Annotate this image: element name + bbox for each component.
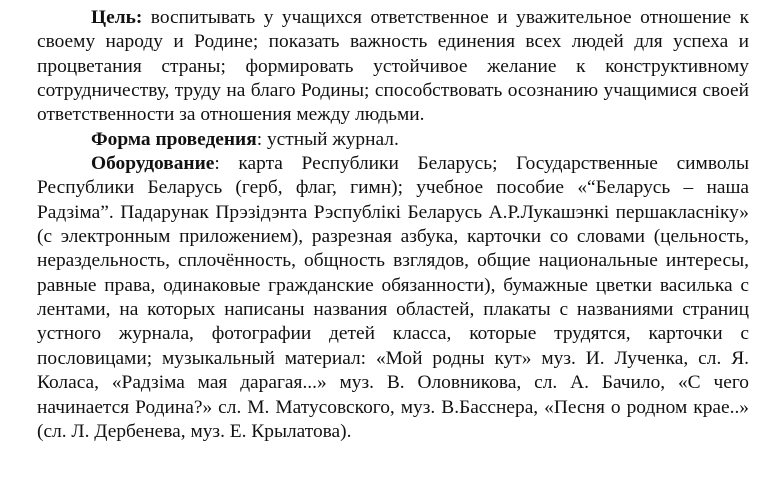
form-text: : устный журнал.: [256, 128, 399, 150]
equipment-paragraph: [37, 152, 749, 444]
document-body: [37, 6, 749, 444]
form-paragraph: [37, 128, 749, 152]
equipment-text: : карта Республики Беларусь; Государственные символы Республики Беларусь (герб, флаг, гимн); учебное пособие «“Беларусь – наша Радзіма”. Падарунак Прэзідэнта Рэспублікі Беларусь А.Р.Лукашэнкі першакласніку» (с электронным приложением), разрезная азбука, карточки со словами (цельность, нераздельность, сплочённость, общность взглядов, общие национальные интересы, равные права, одинаковые гражданские обязанности), бумажные цветки василька с лентами, на которых написаны названия областей, плакаты с названиями страниц устного журнала, фотографии детей класса, которые трудятся, карточки с пословицами; музыкальный материал: «Мой родны кут» муз. И. Лученка, сл. Я. Коласа, «Радзіма мая дарагая...» муз. В. Оловникова, сл. А. Бачило, «С чего начинается Родина?» сл. М. Матусовского, муз. В.Басснера, «Песня о родном крае..» (сл. Л. Дербенева, муз. Е. Крылатова).: [37, 153, 749, 442]
goal-paragraph: [37, 6, 749, 128]
goal-text: воспитывать у учащихся ответственное и уважительное отношение к своему народу и Родине; показать важность единения всех людей для успеха и процветания страны; формировать устойчивое желание к конструктивному сотрудничеству, труду на благо Родины; способствовать осознанию учащимися своей ответственности за отношения между людьми.: [37, 7, 749, 126]
form-label: Форма проведения: [91, 128, 257, 150]
equipment-label: Оборудование: [91, 153, 215, 175]
goal-label: Цель:: [91, 7, 143, 28]
